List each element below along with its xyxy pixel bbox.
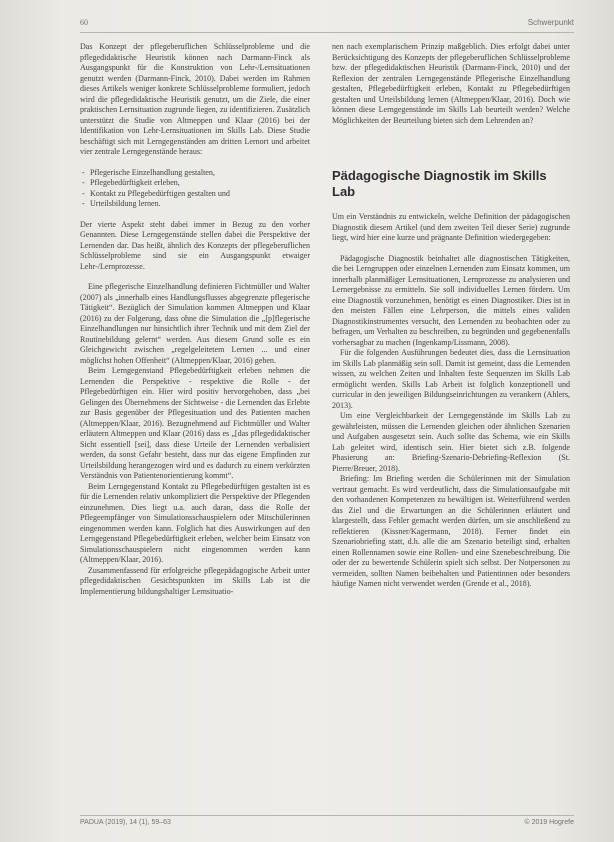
- paragraph: Zusammenfassend für erfolgreiche pflegepädagogische Arbeit unter pflegedidaktischen Gesichtspunkten im Skills Lab ist die Implementierung bildungshaltiger Lernsituatio-: [80, 565, 310, 596]
- paragraph: Beim Lerngegenstand Pflegebedürftigkeit erleben nehmen die Lernenden die Perspektive - respektive die Rolle - der Pflegebedürftigen ein. Hier wird positiv hervorgehoben, dass „bei Gelingen des Übernehmens der Sichtweise - die Lernenden das Erlebte zur Basis gegenüber der Pflegesituation und des Patienten machen (Altmeppen/Klaar, 2016). Bezugnehmend auf Fichtmüller und Walter erläutern Altmeppen und Klaar (2016) dass es „[das pflegedidaktischer Sicht essentiell [sei], dass diese Urteile der Lernenden verbalisiert werden, da sonst Gefahr besteht, dass nur das eigene Empfinden zur Urteilsbildung herangezogen wird und es dadurch zu einem verkürzten Verständnis von Patientenorientierung kommt“.: [80, 366, 310, 480]
- page-number: 60: [80, 18, 88, 27]
- paragraph: Für die folgenden Ausführungen bedeutet dies, dass die Lernsituation im Skills Lab planmäßig sein soll. Damit ist gemeint, dass die Lernenden wissen, zu welchen Zeiten und Inhalten feste Sequenzen im Skills Lab ermöglicht werden. Skills Lab Arbeit ist folglich konzeptionell und curricular in den jeweiligen Bildungseinrichtungen zu verankern (Ahlers, 2013).: [332, 348, 570, 410]
- journal-citation: PADUA (2019), 14 (1), 59–63: [80, 819, 171, 826]
- paragraph: Um ein Verständnis zu entwickeln, welche Definition der pädagogischen Diagnostik diesem Artikel (und dem zweiten Teil dieser Serie) zugrunde liegt, wird hier eine kurze und prägnante Definition wiedergegeben:: [332, 212, 570, 242]
- right-column: [332, 42, 570, 590]
- publisher-copyright: © 2019 Hogrefe: [524, 819, 574, 826]
- page-footer: [80, 815, 574, 830]
- list-item: - Pflegerische Einzelhandlung gestalten,: [80, 168, 310, 179]
- paragraph: Eine pflegerische Einzelhandlung definieren Fichtmüller und Walter (2007) als „innerhalb eines Handlungsflusses abgegrenzte pflegerische Tätigkeit“. Bezüglich der Simulation kommen Altmeppen und Klaar (2016) zu der Folgerung, dass ohne die Simulation die „[p]flegerische Einzelhandlungen nur hinsichtlich ihrer Technik und mit dem Ziel der Routinebildung gelernt“ werden. Aus diesem Grund solle es ein Gleichgewicht zwischen „regelgeleitetem Lernen ... und einer möglichst hohen Offenheit“ (Altmeppen/Klaar, 2016) geben.: [80, 282, 310, 365]
- paragraph: Der vierte Aspekt steht dabei immer in Bezug zu den vorher Genannten. Diese Lerngegenstände stellen dabei die Perspektive der Lernenden dar. Das heißt, ähnlich des Konzepts der pflegeberuflichen Schlüsselprobleme sind sie ein Ausgangspunkt etwaiger Lehr-/Lernprozesse.: [80, 219, 310, 271]
- paragraph: Beim Lerngegenstand Kontakt zu Pflegebedürftigen gestalten ist es für die Lernenden relativ unkompliziert die Perspektive der Pflegenden einzunehmen. Dies liegt u.a. auch daran, dass die Rolle der Pflegeempfänger von Simulationsschauspielern oder Mitschülerinnen eingenommen werden kann. Folglich hat dies Auswirkungen auf den Lerngegenstand Pflegebedürftigkeit erleben, welcher beim Einsatz von Simulationsschauspielern nicht eingenommen werden kann (Altmeppen/Klaar, 2016).: [80, 481, 310, 564]
- learning-objects-list: [80, 168, 310, 210]
- list-item: - Kontakt zu Pflegebedürftigen gestalten und: [80, 189, 310, 200]
- page-header: [80, 18, 574, 33]
- paragraph: Pädagogische Diagnostik beinhaltet alle diagnostischen Tätigkeiten, die bei Lerngruppen oder einzelnen Lernenden zum Einsatz kommen, um innerhalb planmäßiger Lernsituationen, Lernprozesse zu analysieren und Lernergebnisse zu ermitteln. Sie soll individuelles Lernen fördern. Um eine Diagnostik vorzunehmen, benötigt es einen Diagnostiker. Dies ist in den meisten Fällen eine Lehrperson, die mittels eines validen Diagnostikinstrumentes versucht, den Lernenden zu beobachten oder zu befragen, um Verhalten zu beschreiben, zu begründen und gegebenenfalls vorhersagbar zu machen (Ingenkamp/Lissmann, 2008).: [332, 253, 570, 347]
- paragraph: Briefing: Im Briefing werden die Schülerinnen mit der Simulation vertraut gemacht. Es wird verdeutlicht, dass die Simulationsaufgabe mit den vorhandenen Kompetenzen zu bewältigen ist. Weiterführend werden das Ziel und die Erwartungen an die Schülerinnen erläutert und klargestellt, dass Fehler gemacht werden dürfen, um sie anschließend zu reflektieren (Kissner/Kagermann, 2018). Ferner findet ein Szenariobriefing statt, d.h. alle die am Szenario beteiligt sind, erhalten einen Rollennamen sowie eine Rollen- und eine Szenebeschreibung. Die oder der zu bewertende Schülerin spielt sich selbst. Der Notpersonen zu vermeiden, sollten Namen beibehalten und Patientinnen oder besonders häufige Namen nicht verwendet werden (Grende et al., 2018).: [332, 474, 570, 588]
- paragraph: Um eine Vergleichbarkeit der Lerngegenstände im Skills Lab zu gewährleisten, müssen die Lernenden gleichen oder ähnlichen Szenarien und Aufgaben ausgesetzt sein. Auch sollte das Schema, wie ein Skills Lab geleitet wird, identisch sein. Hier bietet sich z.B. folgende Phasierung an: Briefing-Szenario-Debriefing-Reflexion (St. Pierre/Breuer, 2018).: [332, 411, 570, 473]
- journal-section-label: Schwerpunkt: [527, 18, 574, 27]
- paragraph: nen nach exemplarischem Prinzip maßgeblich. Dies erfolgt dabei unter Berücksichtigung des Konzepts der pflegeberuflichen Schlüsselprobleme bzw. der pflegedidaktischen Heuristik (Darmann-Finck, 2010) und der Reflexion der zentralen Lerngegenstände Pflegerische Einzelhandlung gestalten, Pflegebedürftigkeit erleben, Kontakt zu Pflegebedürftigen gestalten und Urteilsbildung lernen (Altmeppen/Klaar, 2016). Doch wie können diese Lerngegenstände im Skills Lab beurteilt werden? Welche Möglichkeiten der Beurteilung bieten sich dem Lehrenden an?: [332, 42, 570, 125]
- section-heading: Pädagogische Diagnostik im Skills Lab: [332, 168, 547, 199]
- list-item: - Pflegebedürftigkeit erleben,: [80, 178, 310, 189]
- left-column: [80, 42, 310, 597]
- paragraph: Das Konzept der pflegeberuflichen Schlüsselprobleme und die pflegedidaktische Heuristik können nach Darmann-Finck als Ausgangspunkt für die Konstruktion von Lehr-/Lernsituationen genutzt werden (Darmann-Finck, 2010). Dabei werden im Rahmen dieses Artikels weniger konkrete Schlüsselprobleme formuliert, jedoch wird die pflegedidaktische Heuristik genutzt, um die Ziele, die einer praktischen Lernsituation zugrunde liegen, zu identifizieren. Zusätzlich unterstützt die Studie von Altmeppen und Klaar (2016) bei der Identifikation von Lehr-Lernsituationen im Skills Lab. Diese Studie beschäftigt sich mit Lerngegenständen am dritten Lernort und arbeitet vier zentrale Lerngegenstände heraus:: [80, 42, 310, 156]
- list-item: - Urteilsbildung lernen.: [80, 199, 310, 210]
